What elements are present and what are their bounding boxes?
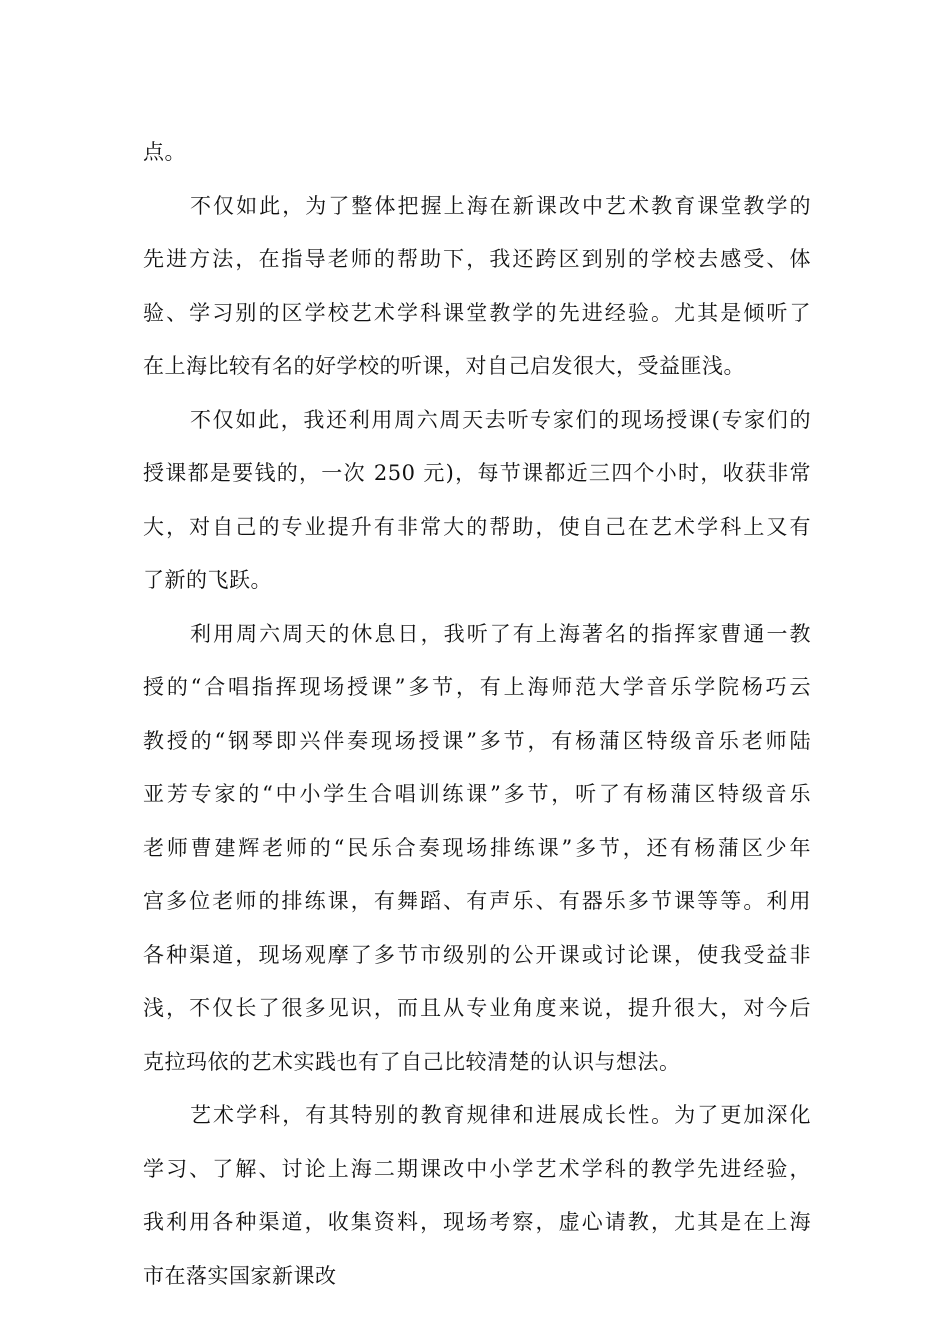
text-line: 在上海比较有名的好学校的听课，对自己启发很大，受益匪浅。	[143, 354, 745, 378]
text-line: 我利用各种渠道，收集资料，现场考察，虚心请教，尤其是在上海	[143, 1210, 811, 1234]
text-line: 验、学习别的区学校艺术学科课堂教学的先进经验。尤其是倾听了	[143, 300, 811, 325]
text-line: 浅，不仅长了很多见识，而且从专业角度来说，提升很大，对今后	[143, 996, 811, 1020]
text-line: 各种渠道，现场观摩了多节市级别的公开课或讨论课，使我受益非	[143, 942, 811, 967]
text-line: 老师曹建辉老师的“民乐合奏现场排练课”多节，还有杨蒲区少年	[143, 835, 811, 860]
text-line: 宫多位老师的排练课，有舞蹈、有声乐、有器乐多节课等等。利用	[143, 889, 811, 913]
text-line: 学习、了解、讨论上海二期课改中小学艺术学科的教学先进经验，	[143, 1156, 811, 1181]
document-body	[143, 126, 811, 1303]
text-line: 授课都是要钱的，一次 250 元)，每节课都近三四个小时，收获非常	[143, 461, 811, 485]
text-line: 了新的飞跃。	[143, 568, 272, 592]
text-line: 亚芳专家的“中小学生合唱训练课”多节，听了有杨蒲区特级音乐	[143, 782, 811, 806]
text-line: 授的“合唱指挥现场授课”多节，有上海师范大学音乐学院杨巧云	[143, 675, 811, 699]
text-line: 点。	[143, 140, 186, 164]
text-line: 不仅如此，为了整体把握上海在新课改中艺术教育课堂教学的	[190, 193, 811, 218]
text-line: 不仅如此，我还利用周六周天去听专家们的现场授课(专家们的	[190, 407, 811, 432]
text-line: 先进方法，在指导老师的帮助下，我还跨区到别的学校去感受、体	[143, 247, 811, 271]
text-line: 大，对自己的专业提升有非常大的帮助，使自己在艺术学科上又有	[143, 514, 811, 539]
text-line: 教授的“钢琴即兴伴奏现场授课”多节，有杨蒲区特级音乐老师陆	[143, 728, 811, 753]
text-line: 利用周六周天的休息日，我听了有上海著名的指挥家曹通一教	[190, 621, 811, 646]
text-line: 克拉玛依的艺术实践也有了自己比较清楚的认识与想法。	[143, 1049, 681, 1074]
text-line: 艺术学科，有其特别的教育规律和进展成长性。为了更加深化	[190, 1103, 811, 1127]
text-line: 市在落实国家新课改	[143, 1263, 337, 1288]
